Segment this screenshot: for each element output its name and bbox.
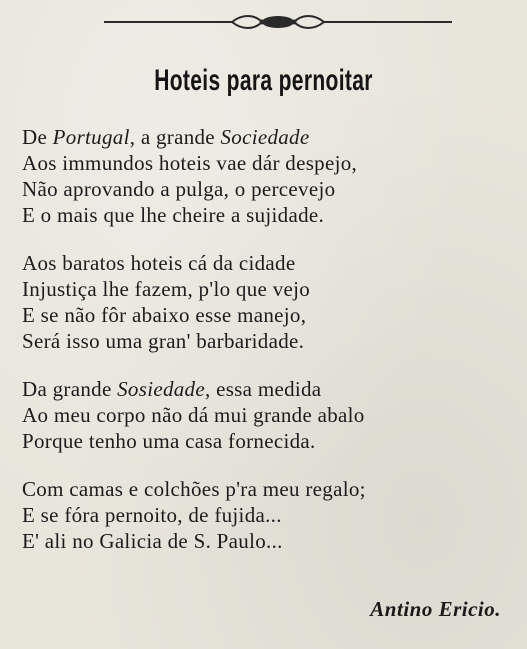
poem-line: [22, 502, 512, 528]
poem-line-text: Não aprovando a pulga, o percevejo: [22, 177, 336, 201]
poem-line-text: Aos immundos hoteis vae dár despejo,: [22, 151, 358, 175]
poem-line-text: E' ali no Galicia de S. Paulo...: [22, 529, 283, 553]
poem-line-text: Com camas e colchões p'ra meu regalo;: [22, 477, 366, 501]
poem-line-text: E se não fôr abaixo esse manejo,: [22, 303, 307, 327]
poem-line: [22, 528, 512, 554]
poem-line-text: , a grande: [129, 125, 221, 149]
poem-line-italic-text: Sosiedade: [117, 377, 205, 401]
poem-line: [22, 376, 512, 402]
poem-line: [22, 150, 512, 176]
poem-line: [22, 428, 512, 454]
poem-body: [22, 124, 512, 576]
poem-line-text: Injustiça lhe fazem, p'lo que vejo: [22, 277, 311, 301]
poem-title: Hoteis para pernoitar: [154, 64, 373, 97]
poem-line-text: Ao meu corpo não dá mui grande abalo: [22, 403, 365, 427]
poem-stanza: [22, 476, 512, 554]
poem-line-text: Aos baratos hoteis cá da cidade: [22, 251, 296, 275]
poem-line-text: E o mais que lhe cheire a sujidade.: [22, 203, 325, 227]
poem-stanza: [22, 250, 512, 354]
poem-stanza: [22, 376, 512, 454]
author-signature: Antino Ericio.: [370, 597, 501, 621]
poem-line-text: De: [22, 125, 53, 149]
poem-line-text: , essa medida: [204, 377, 322, 401]
poem-line-text: Da grande: [22, 377, 118, 401]
poem-stanza: [22, 124, 512, 228]
decorative-divider-ornament: [104, 12, 452, 32]
poem-line: [22, 276, 512, 302]
poem-line: [22, 402, 512, 428]
poem-line-italic-text: Portugal: [52, 125, 130, 149]
poem-line-text: E se fóra pernoito, de fujida...: [22, 503, 282, 527]
poem-line: [22, 328, 512, 354]
poem-line: [22, 202, 512, 228]
poem-line: [22, 250, 512, 276]
poem-line: [22, 124, 512, 150]
poem-line: [22, 302, 512, 328]
poem-line: [22, 176, 512, 202]
poem-line-text: Porque tenho uma casa fornecida.: [22, 429, 316, 453]
poem-line: [22, 476, 512, 502]
poem-line-text: Será isso uma gran' barbaridade.: [22, 329, 305, 353]
poem-line-italic-text: Sociedade: [220, 125, 310, 149]
